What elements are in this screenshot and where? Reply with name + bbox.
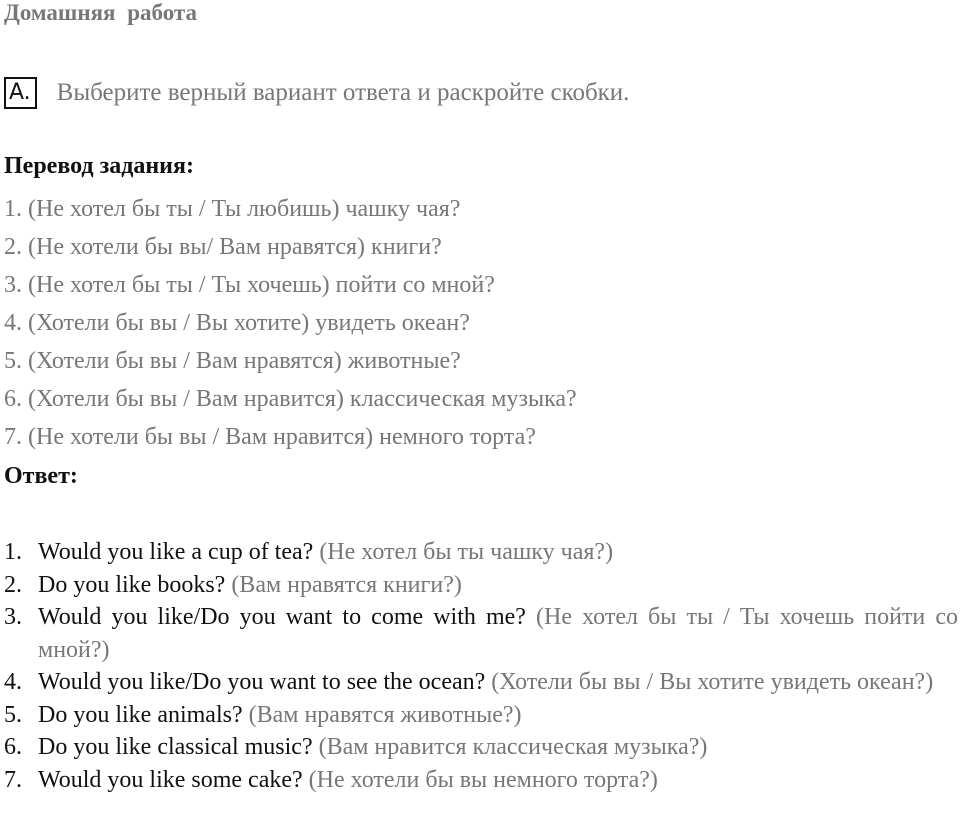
translation-item: 5. (Хотели бы вы / Вам нравятся) животные? [4,348,461,374]
task-instruction: Выберите верный вариант ответа и раскройте скобки. [56,79,630,106]
answer-item [4,731,958,764]
translation-list [4,190,577,456]
answer-number: 3. [4,604,22,630]
answer-number: 1. [4,539,22,565]
translation-item: 4. (Хотели бы вы / Вы хотите) увидеть океан? [4,310,470,336]
translation-item: 2. (Не хотели бы вы/ Вам нравятся) книги? [4,234,442,260]
answer-number: 4. [4,669,22,695]
answer-item [4,764,958,797]
answer-english: Do you like books? [38,571,226,598]
translation-item: 6. (Хотели бы вы / Вам нравится) классическая музыка? [4,386,577,412]
answer-body [38,731,958,764]
answer-body [38,569,958,602]
answer-number: 7. [4,766,22,793]
answer-item [4,699,958,732]
translation-heading: Перевод задания: [4,153,194,179]
answer-body [38,666,958,699]
translation-item: 1. (Не хотел бы ты / Ты любишь) чашку чая? [4,196,461,222]
task-row [4,76,629,110]
answer-english: Would you like a cup of tea? [38,539,314,565]
task-letter-box: A. [4,77,37,109]
page-title: Домашняя работа [4,0,197,25]
answer-number: 2. [4,571,22,598]
answer-item [4,666,958,699]
answer-item [4,569,958,602]
answer-russian: (Хотели бы вы / Вы хотите увидеть океан?) [491,669,934,695]
answer-body [38,699,958,732]
answer-russian: (Не хотел бы ты чашку чая?) [319,539,614,565]
answer-number: 6. [4,734,22,760]
translation-item: 7. (Не хотели бы вы / Вам нравится) немного торта? [4,424,536,450]
answer-english: Would you like/Do you want to come with me? [38,604,526,630]
answer-russian: (Не хотели бы вы немного торта?) [308,766,658,793]
answer-list [4,536,958,796]
answer-body [38,764,958,797]
answer-heading: Ответ: [4,463,78,489]
answer-english: Would you like/Do you want to see the ocean? [38,669,486,695]
answer-russian: (Не хотел бы ты / Ты хочешь пойти со мной?) [38,604,959,663]
translation-item: 3. (Не хотел бы ты / Ты хочешь) пойти со мной? [4,272,495,298]
answer-body [38,536,958,569]
answer-item [4,601,958,666]
answer-body [38,601,958,666]
answer-english: Would you like some cake? [38,766,303,793]
answer-item [4,536,958,569]
answer-number: 5. [4,701,22,728]
answer-russian: (Вам нравятся книги?) [231,571,462,598]
answer-russian: (Вам нравится классическая музыка?) [318,734,708,760]
answer-russian: (Вам нравятся животные?) [248,701,522,728]
answer-english: Do you like animals? [38,701,243,728]
answer-english: Do you like classical music? [38,734,313,760]
